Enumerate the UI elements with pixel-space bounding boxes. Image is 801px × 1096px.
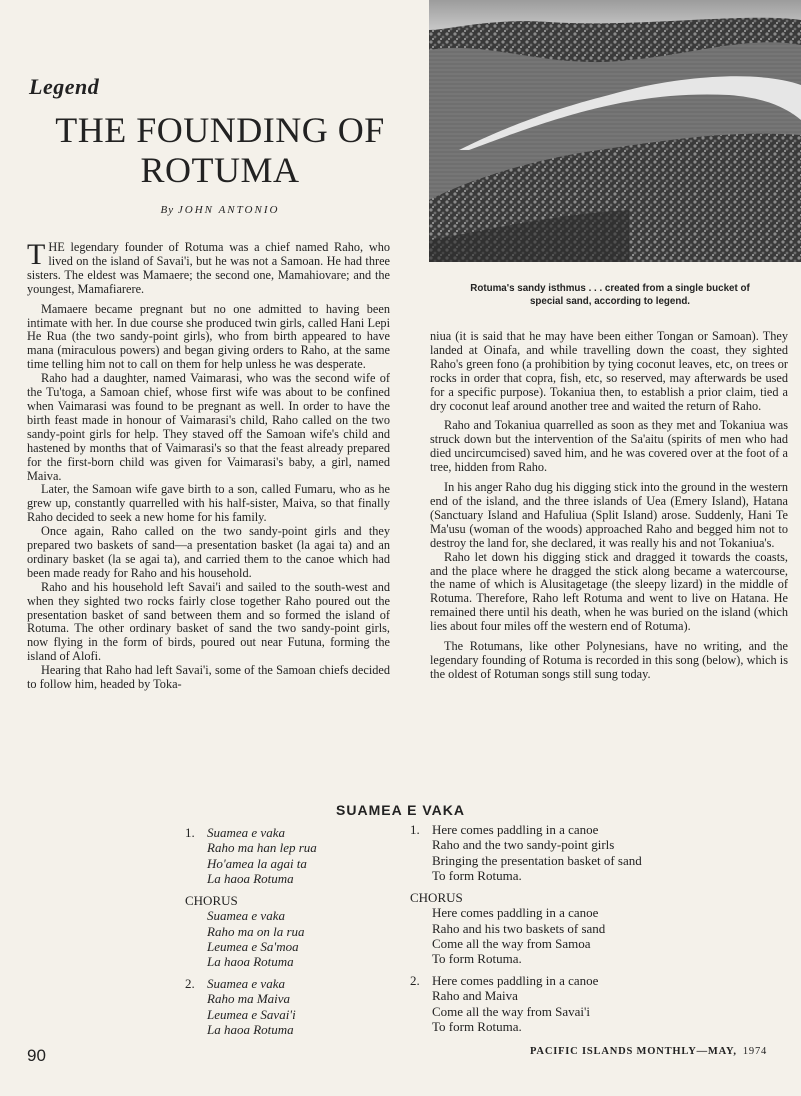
paragraph-1 bbox=[27, 238, 390, 297]
paragraph-1-text: HE legendary founder of Rotuma was a chief named Raho, who lived on the island of Savai'i, but he was not a Samoan. He had three sisters. The eldest was Mamaere; the second one, Mamahiovare; and the youngest, Mamafiarere. bbox=[27, 240, 390, 296]
kicker: Legend bbox=[29, 74, 100, 99]
verse-lines bbox=[207, 976, 415, 1037]
chorus-lines bbox=[207, 908, 415, 969]
rotuman-verse-1 bbox=[185, 825, 415, 886]
caption-line-2: special sand, according to legend. bbox=[529, 296, 691, 307]
verse-line: Raho ma han lep rua bbox=[207, 840, 317, 856]
verse-number: 2. bbox=[410, 973, 420, 988]
byline-author: JOHN ANTONIO bbox=[177, 204, 280, 216]
chorus-line: Leumea e Sa'moa bbox=[207, 938, 299, 954]
verse-line: Come all the way from Savai'i bbox=[432, 1003, 590, 1019]
title-line-2: ROTUMA bbox=[140, 150, 300, 190]
chorus-line: Raho ma on la rua bbox=[207, 923, 305, 939]
byline-by: By bbox=[160, 204, 175, 216]
song-title: SUAMEA E VAKA bbox=[336, 802, 465, 818]
isthmus-photo bbox=[429, 0, 801, 262]
verse-lines bbox=[207, 825, 415, 886]
paragraph-8: niua (it is said that he may have been either Tongan or Samoan). They landed at Oinafa, and while travelling down the coast, they sighted Raho's green fono (a prohibition by tying coconut leaves, etc, on trees or rocks in order that copra, fish, etc, so reserved, may afterwards be used for a specific purpose). Tokaniua then, to establish a prior claim, tied a dry coconut leaf around another tree and waited the return of Raho. bbox=[430, 329, 788, 413]
verse-line: Suamea e vaka bbox=[207, 976, 285, 991]
paragraph-3: Raho had a daughter, named Vaimarasi, who was the second wife of the Tu'toga, a Samoan chief, whose first wife was about to be confined when Vaimarasi was found to be pregnant as well. In order to have the birth feast made in honour of Vaimarasi's child, Raho called on the two sandy-point girls for help. They staved off the Samoan wife's child and hastened by months that of Vaimarasi's so that the feast already prepared for the first-born child was given for Vaimarasi's baby, a girl, named Maiva. bbox=[27, 371, 390, 483]
rotuman-chorus bbox=[185, 893, 415, 969]
verse-line: To form Rotuma. bbox=[432, 1018, 522, 1034]
chorus-line: Raho and his two baskets of sand bbox=[432, 920, 606, 936]
rotuman-verse-2 bbox=[185, 976, 415, 1037]
article-column-left bbox=[27, 238, 390, 692]
english-verse-1 bbox=[410, 822, 730, 883]
verse-number: 2. bbox=[185, 976, 195, 991]
chorus-label: CHORUS bbox=[185, 893, 238, 908]
paragraph-10: In his anger Raho dug his digging stick into the ground in the western end of the island, and the three islands of Uea (Emery Island), Hatana (Sanctuary Island and Hafuliua (Split Island) arose. Suddenly, Hani Te Ma'usu (woman of the woods) approached Raho and begged him not to destroy the land for, she declared, it was really his and not Tokaniua's. bbox=[430, 480, 788, 550]
verse-line: Leumea e Savai'i bbox=[207, 1006, 296, 1022]
drop-cap: T bbox=[27, 238, 46, 271]
paragraph-5: Once again, Raho called on the two sandy-point girls and they prepared two baskets of sand—a presentation basket (la agai ta) and an ordinary basket (la se agai ta), and carried them to the canoe which had been made ready for Raho and his household. bbox=[27, 524, 390, 580]
paragraph-11: Raho let down his digging stick and dragged it towards the coasts, and the place where he dragged the stick along became a watercourse, the name of which is Alusitagetage (the sleepy lizard) in the middle of Rotuma. Therefore, Raho left Rotuma and went to live on Hatana. He remained there until his death, when he was buried on the island (which lies about four miles off the western end of Rotuma). bbox=[430, 549, 788, 634]
verse-line: Raho and Maiva bbox=[432, 988, 518, 1004]
verse-line: Bringing the presentation basket of sand bbox=[432, 852, 642, 868]
paragraph-9: Raho and Tokaniua quarrelled as soon as they met and Tokaniua was struck down but the intervention of the Sa'aitu (spirits of men who had died uncircumcised) saved him, and he was covered over at the foot of a tree, hidden from Raho. bbox=[430, 418, 788, 475]
paragraph-2: Mamaere became pregnant but no one admitted to having been intimate with her. In due course she produced twin girls, called Hani Lepi He Rua (the two sandy-point girls), who from birth appeared to have mana (miraculous powers) and began giving orders to Raho, at the same time telling him not to call on them for help unless he was desperate. bbox=[27, 301, 390, 372]
verse-line: Here comes paddling in a canoe bbox=[432, 973, 599, 988]
english-verse-2 bbox=[410, 973, 730, 1034]
article-column-right bbox=[430, 330, 788, 682]
verse-lines bbox=[432, 822, 730, 883]
verse-number: 1. bbox=[410, 822, 420, 837]
running-footer bbox=[530, 1046, 767, 1057]
paragraph-7: Hearing that Raho had left Savai'i, some of the Samoan chiefs decided to follow him, headed by Toka- bbox=[27, 663, 390, 692]
verse-line: Suamea e vaka bbox=[207, 825, 285, 840]
verse-line: Here comes paddling in a canoe bbox=[432, 822, 599, 837]
issue-year: 1974 bbox=[742, 1046, 768, 1057]
magazine-name: PACIFIC ISLANDS MONTHLY—MAY, bbox=[530, 1046, 737, 1057]
byline bbox=[25, 204, 415, 216]
caption-line-1: Rotuma's sandy isthmus . . . created from a single bucket of bbox=[470, 283, 750, 294]
chorus-line: Suamea e vaka bbox=[207, 908, 285, 924]
verse-line: To form Rotuma. bbox=[432, 867, 522, 883]
chorus-lines bbox=[432, 905, 730, 966]
isthmus-photo-graphic bbox=[429, 0, 801, 262]
verse-line: Raho ma Maiva bbox=[207, 991, 291, 1007]
verse-line: La haoa Rotuma bbox=[207, 1021, 294, 1037]
verse-lines bbox=[432, 973, 730, 1034]
chorus-label: CHORUS bbox=[410, 890, 463, 905]
article-title bbox=[25, 110, 415, 190]
title-line-1: THE FOUNDING OF bbox=[55, 110, 385, 150]
verse-line: Raho and the two sandy-point girls bbox=[432, 837, 615, 853]
chorus-line: To form Rotuma. bbox=[432, 951, 522, 967]
chorus-line: Here comes paddling in a canoe bbox=[432, 905, 599, 921]
chorus-line: La haoa Rotuma bbox=[207, 954, 294, 970]
verse-line: La haoa Rotuma bbox=[207, 870, 294, 886]
paragraph-4: Later, the Samoan wife gave birth to a son, called Fumaru, who as he grew up, constantly quarrelled with his half-sister, Maiva, so that finally Raho decided to seek a new home for his family. bbox=[27, 482, 390, 525]
chorus-line: Come all the way from Samoa bbox=[432, 935, 591, 951]
english-chorus bbox=[410, 890, 730, 966]
paragraph-6: Raho and his household left Savai'i and sailed to the south-west and when they sighted two rocks fairly close together Raho poured out the presentation basket of sand between them and so formed the island of Rotuma. The other ordinary basket of sand the two sandy-point girls, now flying in the form of birds, poured out near Futuna, forming the island of Alofi. bbox=[27, 579, 390, 664]
page-number: 90 bbox=[27, 1046, 46, 1065]
paragraph-12: The Rotumans, like other Polynesians, have no writing, and the legendary founding of Rotuma is recorded in this song (below), which is the oldest of Rotuman songs still sung today. bbox=[430, 639, 788, 681]
verse-number: 1. bbox=[185, 825, 195, 840]
verse-line: Ho'amea la agai ta bbox=[207, 855, 307, 871]
photo-caption bbox=[429, 282, 791, 308]
